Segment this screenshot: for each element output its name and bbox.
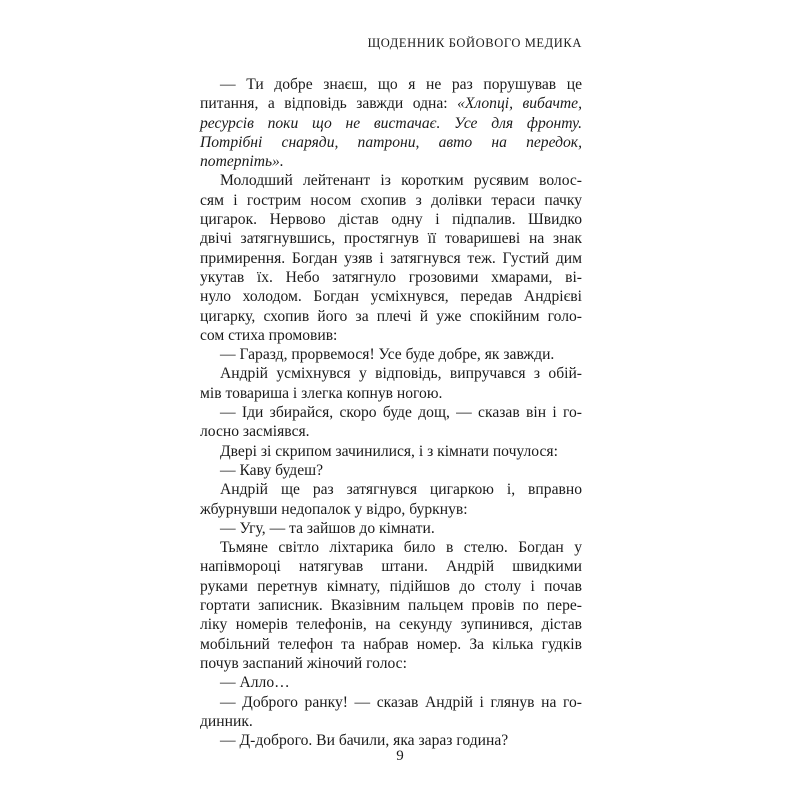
text-line: напівмороці натягував штани. Андрій швидкими	[200, 558, 582, 576]
text-line: гортати записник. Вказівним пальцем провів по пере-	[200, 597, 582, 615]
text-line: динник.	[200, 712, 253, 730]
text-line: сям і гострим носом схопив з долівки тераси пачку	[200, 191, 582, 209]
text-line: мобільний телефон та набрав номер. За кілька гудків	[200, 635, 582, 653]
text-line: потерпіть».	[200, 153, 284, 171]
text-line: — Угу, — та зайшов до кімнати.	[220, 519, 435, 537]
text-line: Двері зі скрипом зачинилися, і з кімнати почулося:	[220, 442, 558, 460]
text-line: — Доброго ранку! — сказав Андрій і глянув на го-	[220, 693, 582, 711]
text-line: Молодший лейтенант із коротким русявим волос-	[220, 172, 582, 190]
text-line: питання, а відповідь завжди одна: «Хлопці, вибачте,	[200, 95, 582, 113]
text-line: руками перетнув кімнату, підійшов до столу і почав	[200, 577, 582, 595]
text-line: укутав їх. Небо затягнуло грозовими хмарами, ві-	[200, 268, 582, 286]
text-line: цигарку, схопив його за плечі й уже спокійним голо-	[200, 307, 582, 325]
text-line: сом стиха промовив:	[200, 326, 338, 344]
text-line: — Д-доброго. Ви бачили, яка зараз година?	[220, 732, 509, 750]
text-line: — Алло…	[220, 674, 290, 692]
text-line: Тьмяне світло ліхтарика било в стелю. Богдан у	[220, 539, 582, 557]
text-line: лосно засміявся.	[200, 423, 310, 441]
text-line: жбурнувши недопалок у відро, буркнув:	[200, 500, 468, 518]
text-line: ресурсів поки що не вистачає. Усе для фронту.	[200, 114, 582, 132]
text-line: — Гаразд, прорвемося! Усе буде добре, як завжди.	[220, 346, 555, 364]
text-line: нуло холодом. Богдан усміхнувся, передав Андрієві	[200, 288, 582, 306]
text-line: двічі затягнувшись, простягнув її товаришеві на знак	[200, 230, 582, 248]
text-line: почув заспаний жіночий голос:	[200, 654, 407, 672]
text-line: Андрій ще раз затягнувся цигаркою і, вправно	[220, 481, 582, 499]
text-line: — Каву будеш?	[220, 461, 324, 479]
text-line: — Ти добре знаєш, що я не раз порушував це	[220, 76, 582, 93]
text-line: цигарок. Нервово дістав одну і підпалив. Швидко	[200, 211, 582, 229]
text-line: Андрій усміхнувся у відповідь, випручався з обій-	[220, 365, 582, 383]
page-number: 9	[396, 748, 404, 764]
text-line: ліку номерів телефонів, на секунду зупинився, дістав	[200, 616, 582, 634]
text-line: — Іди збирайся, скоро буде дощ, — сказав він і го-	[220, 404, 582, 422]
text-line: мів товариша і злегка копнув ногою.	[200, 384, 443, 402]
text-line: Потрібні снаряди, патрони, авто на передок,	[200, 133, 582, 151]
text-line: примирення. Богдан узяв і затягнувся теж. Густий дим	[200, 249, 582, 267]
body-text	[200, 75, 582, 750]
running-head: ЩОДЕННИК БОЙОВОГО МЕДИКА	[367, 36, 582, 50]
